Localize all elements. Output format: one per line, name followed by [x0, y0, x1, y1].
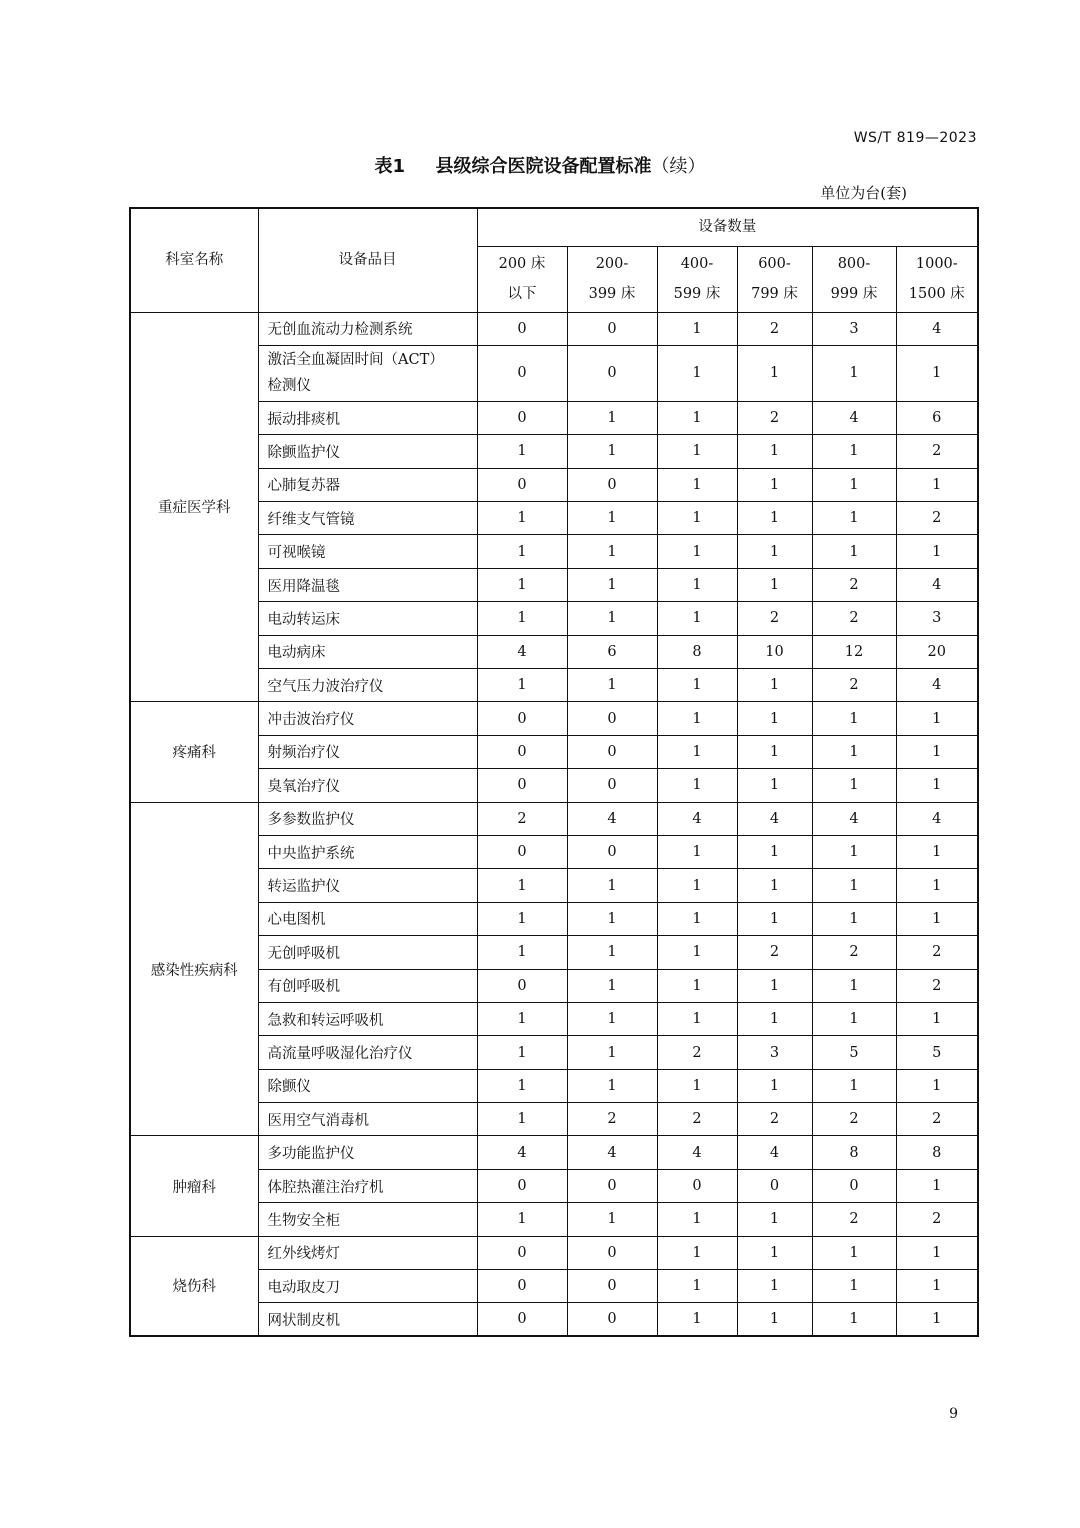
quantity-cell: 1 [812, 735, 896, 768]
bed-range-line: 200- [595, 256, 629, 272]
quantity-cell: 12 [812, 635, 896, 668]
quantity-cell: 1 [657, 1069, 737, 1102]
equipment-name: 体腔热灌注治疗机 [258, 1169, 477, 1202]
quantity-cell: 4 [812, 802, 896, 835]
quantity-cell: 8 [896, 1136, 978, 1169]
quantity-cell: 2 [657, 1036, 737, 1069]
quantity-cell: 1 [737, 568, 812, 601]
table-row [130, 602, 978, 635]
quantity-cell: 1 [812, 1236, 896, 1269]
table-row [130, 635, 978, 668]
table-row [130, 702, 978, 735]
table-row [130, 401, 978, 434]
quantity-cell: 1 [657, 869, 737, 902]
quantity-cell: 1 [657, 502, 737, 535]
quantity-cell: 1 [896, 468, 978, 501]
equipment-name: 无创呼吸机 [258, 936, 477, 969]
table-row [130, 735, 978, 768]
quantity-cell: 1 [477, 1036, 567, 1069]
quantity-cell: 2 [896, 1203, 978, 1236]
quantity-cell: 1 [812, 769, 896, 802]
col-header-bed-range [477, 246, 567, 312]
quantity-cell: 1 [567, 902, 657, 935]
quantity-cell: 1 [567, 1203, 657, 1236]
quantity-cell: 0 [567, 1169, 657, 1202]
equipment-name: 振动排痰机 [258, 401, 477, 434]
bed-range-line: 799 床 [751, 286, 798, 302]
quantity-cell: 1 [896, 345, 978, 401]
quantity-cell: 0 [567, 468, 657, 501]
quantity-cell: 2 [737, 401, 812, 434]
quantity-cell: 1 [812, 835, 896, 868]
quantity-cell: 0 [567, 1270, 657, 1303]
quantity-cell: 1 [737, 1303, 812, 1336]
quantity-cell: 3 [737, 1036, 812, 1069]
quantity-cell: 1 [737, 502, 812, 535]
quantity-cell: 2 [896, 936, 978, 969]
quantity-cell: 1 [657, 568, 737, 601]
quantity-cell: 1 [477, 435, 567, 468]
equipment-name: 多参数监护仪 [258, 802, 477, 835]
col-header-bed-range [896, 246, 978, 312]
quantity-cell: 2 [812, 1103, 896, 1136]
equipment-name: 高流量呼吸湿化治疗仪 [258, 1036, 477, 1069]
equipment-name-line: 激活全血凝固时间（ACT） [267, 352, 444, 369]
quantity-cell: 1 [737, 345, 812, 401]
equipment-name [258, 345, 477, 401]
quantity-cell: 2 [812, 602, 896, 635]
table-row [130, 435, 978, 468]
quantity-cell: 0 [812, 1169, 896, 1202]
quantity-cell: 4 [737, 1136, 812, 1169]
quantity-cell: 1 [657, 1270, 737, 1303]
quantity-cell: 8 [812, 1136, 896, 1169]
bed-range-line: 1500 床 [908, 286, 965, 302]
equipment-name: 纤维支气管镜 [258, 502, 477, 535]
quantity-cell: 2 [812, 936, 896, 969]
department-name: 重症医学科 [130, 312, 258, 702]
equipment-name: 心电图机 [258, 902, 477, 935]
department-name: 肿瘤科 [130, 1136, 258, 1236]
quantity-cell: 1 [567, 602, 657, 635]
quantity-cell: 1 [896, 1002, 978, 1035]
col-header-bed-range [657, 246, 737, 312]
quantity-cell: 1 [477, 602, 567, 635]
quantity-cell: 1 [812, 435, 896, 468]
quantity-cell: 1 [737, 1203, 812, 1236]
table-title-suffix: （续） [651, 156, 706, 177]
table-row [130, 535, 978, 568]
quantity-cell: 8 [657, 635, 737, 668]
table-row [130, 802, 978, 835]
quantity-cell: 1 [567, 936, 657, 969]
equipment-name: 网状制皮机 [258, 1303, 477, 1336]
equipment-name-line: 检测仪 [267, 378, 311, 395]
quantity-cell: 1 [812, 969, 896, 1002]
table-row [130, 1236, 978, 1269]
table-row [130, 902, 978, 935]
quantity-cell: 1 [737, 835, 812, 868]
bed-range-line: 600- [758, 256, 791, 272]
equipment-name: 中央监护系统 [258, 835, 477, 868]
quantity-cell: 1 [657, 936, 737, 969]
quantity-cell: 1 [896, 869, 978, 902]
table-row [130, 1303, 978, 1336]
equipment-name: 冲击波治疗仪 [258, 702, 477, 735]
quantity-cell: 1 [812, 869, 896, 902]
table-row [130, 936, 978, 969]
quantity-cell: 0 [477, 312, 567, 345]
table-row [130, 1069, 978, 1102]
department-name: 疼痛科 [130, 702, 258, 802]
quantity-cell: 1 [737, 535, 812, 568]
quantity-cell: 2 [737, 1103, 812, 1136]
quantity-cell: 1 [657, 435, 737, 468]
quantity-cell: 0 [477, 835, 567, 868]
quantity-cell: 0 [567, 345, 657, 401]
col-header-bed-range [812, 246, 896, 312]
col-header-quantity: 设备数量 [477, 208, 978, 246]
quantity-cell: 1 [657, 769, 737, 802]
table-title-text: 县级综合医院设备配置标准 [435, 156, 652, 177]
quantity-cell: 1 [812, 702, 896, 735]
equipment-name: 医用空气消毒机 [258, 1103, 477, 1136]
quantity-cell: 4 [896, 568, 978, 601]
quantity-cell: 1 [896, 1270, 978, 1303]
table-row [130, 1136, 978, 1169]
equipment-name: 电动转运床 [258, 602, 477, 635]
quantity-cell: 0 [567, 835, 657, 868]
quantity-cell: 1 [567, 502, 657, 535]
quantity-cell: 1 [896, 769, 978, 802]
quantity-cell: 2 [477, 802, 567, 835]
quantity-cell: 1 [737, 769, 812, 802]
quantity-cell: 1 [737, 702, 812, 735]
quantity-cell: 0 [477, 468, 567, 501]
quantity-cell: 1 [477, 1069, 567, 1102]
equipment-name: 心肺复苏器 [258, 468, 477, 501]
col-header-bed-range [567, 246, 657, 312]
equipment-name: 生物安全柜 [258, 1203, 477, 1236]
quantity-cell: 4 [567, 802, 657, 835]
quantity-cell: 1 [737, 1236, 812, 1269]
quantity-cell: 1 [657, 902, 737, 935]
equipment-name: 转运监护仪 [258, 869, 477, 902]
quantity-cell: 1 [477, 869, 567, 902]
quantity-cell: 10 [737, 635, 812, 668]
quantity-cell: 1 [567, 869, 657, 902]
quantity-cell: 1 [657, 312, 737, 345]
quantity-cell: 4 [567, 1136, 657, 1169]
equipment-name: 电动取皮刀 [258, 1270, 477, 1303]
quantity-cell: 1 [567, 535, 657, 568]
col-header-dept: 科室名称 [130, 208, 258, 312]
equipment-name: 无创血流动力检测系统 [258, 312, 477, 345]
equipment-table [129, 207, 979, 1337]
quantity-cell: 0 [477, 1270, 567, 1303]
quantity-cell: 1 [657, 735, 737, 768]
quantity-cell: 1 [477, 936, 567, 969]
quantity-cell: 1 [567, 568, 657, 601]
quantity-cell: 2 [812, 568, 896, 601]
quantity-cell: 1 [737, 1002, 812, 1035]
quantity-cell: 2 [737, 312, 812, 345]
quantity-cell: 1 [737, 669, 812, 702]
table-row [130, 1036, 978, 1069]
quantity-cell: 1 [477, 1002, 567, 1035]
bed-range-line: 999 床 [830, 286, 878, 302]
equipment-name: 除颤仪 [258, 1069, 477, 1102]
page-number: 9 [949, 1406, 958, 1422]
bed-range-line: 1000- [915, 256, 958, 272]
bed-range-line: 200 床 [498, 256, 546, 272]
quantity-cell: 4 [477, 1136, 567, 1169]
unit-note: 单位为台(套) [820, 184, 907, 202]
quantity-cell: 1 [477, 502, 567, 535]
equipment-name: 电动病床 [258, 635, 477, 668]
quantity-cell: 0 [477, 969, 567, 1002]
quantity-cell: 1 [657, 969, 737, 1002]
table-row [130, 669, 978, 702]
quantity-cell: 5 [896, 1036, 978, 1069]
quantity-cell: 2 [567, 1103, 657, 1136]
quantity-cell: 0 [477, 702, 567, 735]
quantity-cell: 1 [657, 1002, 737, 1035]
table-row [130, 345, 978, 401]
quantity-cell: 4 [896, 312, 978, 345]
quantity-cell: 0 [567, 312, 657, 345]
quantity-cell: 4 [657, 1136, 737, 1169]
quantity-cell: 0 [477, 1303, 567, 1336]
bed-range-line: 599 床 [673, 286, 721, 302]
quantity-cell: 1 [567, 435, 657, 468]
quantity-cell: 1 [896, 1236, 978, 1269]
quantity-cell: 4 [477, 635, 567, 668]
quantity-cell: 1 [812, 345, 896, 401]
department-name: 烧伤科 [130, 1236, 258, 1336]
col-header-bed-range [737, 246, 812, 312]
quantity-cell: 0 [477, 769, 567, 802]
quantity-cell: 2 [812, 1203, 896, 1236]
quantity-cell: 1 [657, 401, 737, 434]
quantity-cell: 2 [657, 1103, 737, 1136]
table-row [130, 1270, 978, 1303]
quantity-cell: 2 [737, 602, 812, 635]
quantity-cell: 3 [812, 312, 896, 345]
quantity-cell: 1 [477, 535, 567, 568]
table-number: 表1 [374, 156, 405, 177]
quantity-cell: 0 [477, 735, 567, 768]
quantity-cell: 1 [477, 902, 567, 935]
quantity-cell: 1 [737, 468, 812, 501]
table-row [130, 568, 978, 601]
quantity-cell: 1 [812, 1002, 896, 1035]
quantity-cell: 1 [657, 669, 737, 702]
quantity-cell: 1 [812, 1303, 896, 1336]
quantity-cell: 4 [657, 802, 737, 835]
quantity-cell: 1 [737, 435, 812, 468]
quantity-cell: 2 [896, 502, 978, 535]
quantity-cell: 2 [896, 969, 978, 1002]
quantity-cell: 1 [657, 835, 737, 868]
quantity-cell: 1 [657, 1236, 737, 1269]
table-row [130, 869, 978, 902]
quantity-cell: 1 [567, 669, 657, 702]
table-row [130, 1203, 978, 1236]
table-row [130, 769, 978, 802]
department-name: 感染性疾病科 [130, 802, 258, 1136]
standard-code: WS/T 819—2023 [853, 130, 977, 146]
quantity-cell: 1 [737, 1270, 812, 1303]
table-row [130, 1002, 978, 1035]
quantity-cell: 1 [812, 502, 896, 535]
quantity-cell: 2 [812, 669, 896, 702]
bed-range-line: 以下 [507, 286, 537, 302]
quantity-cell: 4 [812, 401, 896, 434]
quantity-cell: 2 [896, 1103, 978, 1136]
table-row [130, 468, 978, 501]
quantity-cell: 0 [477, 1169, 567, 1202]
equipment-name: 除颤监护仪 [258, 435, 477, 468]
quantity-cell: 4 [896, 802, 978, 835]
quantity-cell: 1 [737, 735, 812, 768]
quantity-cell: 1 [657, 1303, 737, 1336]
quantity-cell: 1 [477, 1103, 567, 1136]
equipment-name: 多功能监护仪 [258, 1136, 477, 1169]
quantity-cell: 2 [737, 936, 812, 969]
quantity-cell: 1 [896, 702, 978, 735]
col-header-item: 设备品目 [258, 208, 477, 312]
quantity-cell: 0 [567, 702, 657, 735]
table-title [0, 152, 1080, 178]
quantity-cell: 0 [567, 735, 657, 768]
equipment-name: 臭氧治疗仪 [258, 769, 477, 802]
quantity-cell: 1 [737, 902, 812, 935]
quantity-cell: 4 [737, 802, 812, 835]
quantity-cell: 4 [896, 669, 978, 702]
quantity-cell: 5 [812, 1036, 896, 1069]
equipment-name: 可视喉镜 [258, 535, 477, 568]
table-row [130, 835, 978, 868]
quantity-cell: 1 [737, 969, 812, 1002]
equipment-name: 红外线烤灯 [258, 1236, 477, 1269]
quantity-cell: 1 [657, 702, 737, 735]
quantity-cell: 3 [896, 602, 978, 635]
equipment-name: 有创呼吸机 [258, 969, 477, 1002]
bed-range-line: 400- [680, 256, 714, 272]
quantity-cell: 1 [896, 1169, 978, 1202]
quantity-cell: 1 [896, 1069, 978, 1102]
quantity-cell: 0 [567, 769, 657, 802]
quantity-cell: 20 [896, 635, 978, 668]
table-row [130, 502, 978, 535]
quantity-cell: 1 [812, 1069, 896, 1102]
quantity-cell: 1 [896, 735, 978, 768]
quantity-cell: 1 [567, 1069, 657, 1102]
quantity-cell: 1 [657, 602, 737, 635]
quantity-cell: 1 [567, 1002, 657, 1035]
quantity-cell: 1 [567, 969, 657, 1002]
quantity-cell: 0 [477, 401, 567, 434]
table-row [130, 1169, 978, 1202]
quantity-cell: 0 [657, 1169, 737, 1202]
quantity-cell: 1 [477, 568, 567, 601]
table-row [130, 312, 978, 345]
table-row [130, 1103, 978, 1136]
quantity-cell: 6 [896, 401, 978, 434]
quantity-cell: 6 [567, 635, 657, 668]
quantity-cell: 1 [812, 468, 896, 501]
quantity-cell: 1 [896, 902, 978, 935]
quantity-cell: 2 [896, 435, 978, 468]
quantity-cell: 1 [812, 535, 896, 568]
quantity-cell: 1 [657, 535, 737, 568]
quantity-cell: 0 [477, 1236, 567, 1269]
bed-range-line: 800- [837, 256, 871, 272]
quantity-cell: 1 [567, 1036, 657, 1069]
quantity-cell: 0 [477, 345, 567, 401]
quantity-cell: 1 [477, 1203, 567, 1236]
equipment-name: 医用降温毯 [258, 568, 477, 601]
quantity-cell: 1 [896, 835, 978, 868]
equipment-name: 射频治疗仪 [258, 735, 477, 768]
table-row [130, 969, 978, 1002]
quantity-cell: 1 [657, 468, 737, 501]
quantity-cell: 1 [812, 902, 896, 935]
quantity-cell: 0 [567, 1303, 657, 1336]
equipment-name: 空气压力波治疗仪 [258, 669, 477, 702]
quantity-cell: 1 [737, 1069, 812, 1102]
quantity-cell: 1 [896, 535, 978, 568]
equipment-name: 急救和转运呼吸机 [258, 1002, 477, 1035]
quantity-cell: 1 [657, 1203, 737, 1236]
quantity-cell: 0 [567, 1236, 657, 1269]
quantity-cell: 1 [567, 401, 657, 434]
quantity-cell: 1 [896, 1303, 978, 1336]
quantity-cell: 1 [812, 1270, 896, 1303]
bed-range-line: 399 床 [588, 286, 636, 302]
quantity-cell: 0 [737, 1169, 812, 1202]
quantity-cell: 1 [477, 669, 567, 702]
quantity-cell: 1 [657, 345, 737, 401]
quantity-cell: 1 [737, 869, 812, 902]
